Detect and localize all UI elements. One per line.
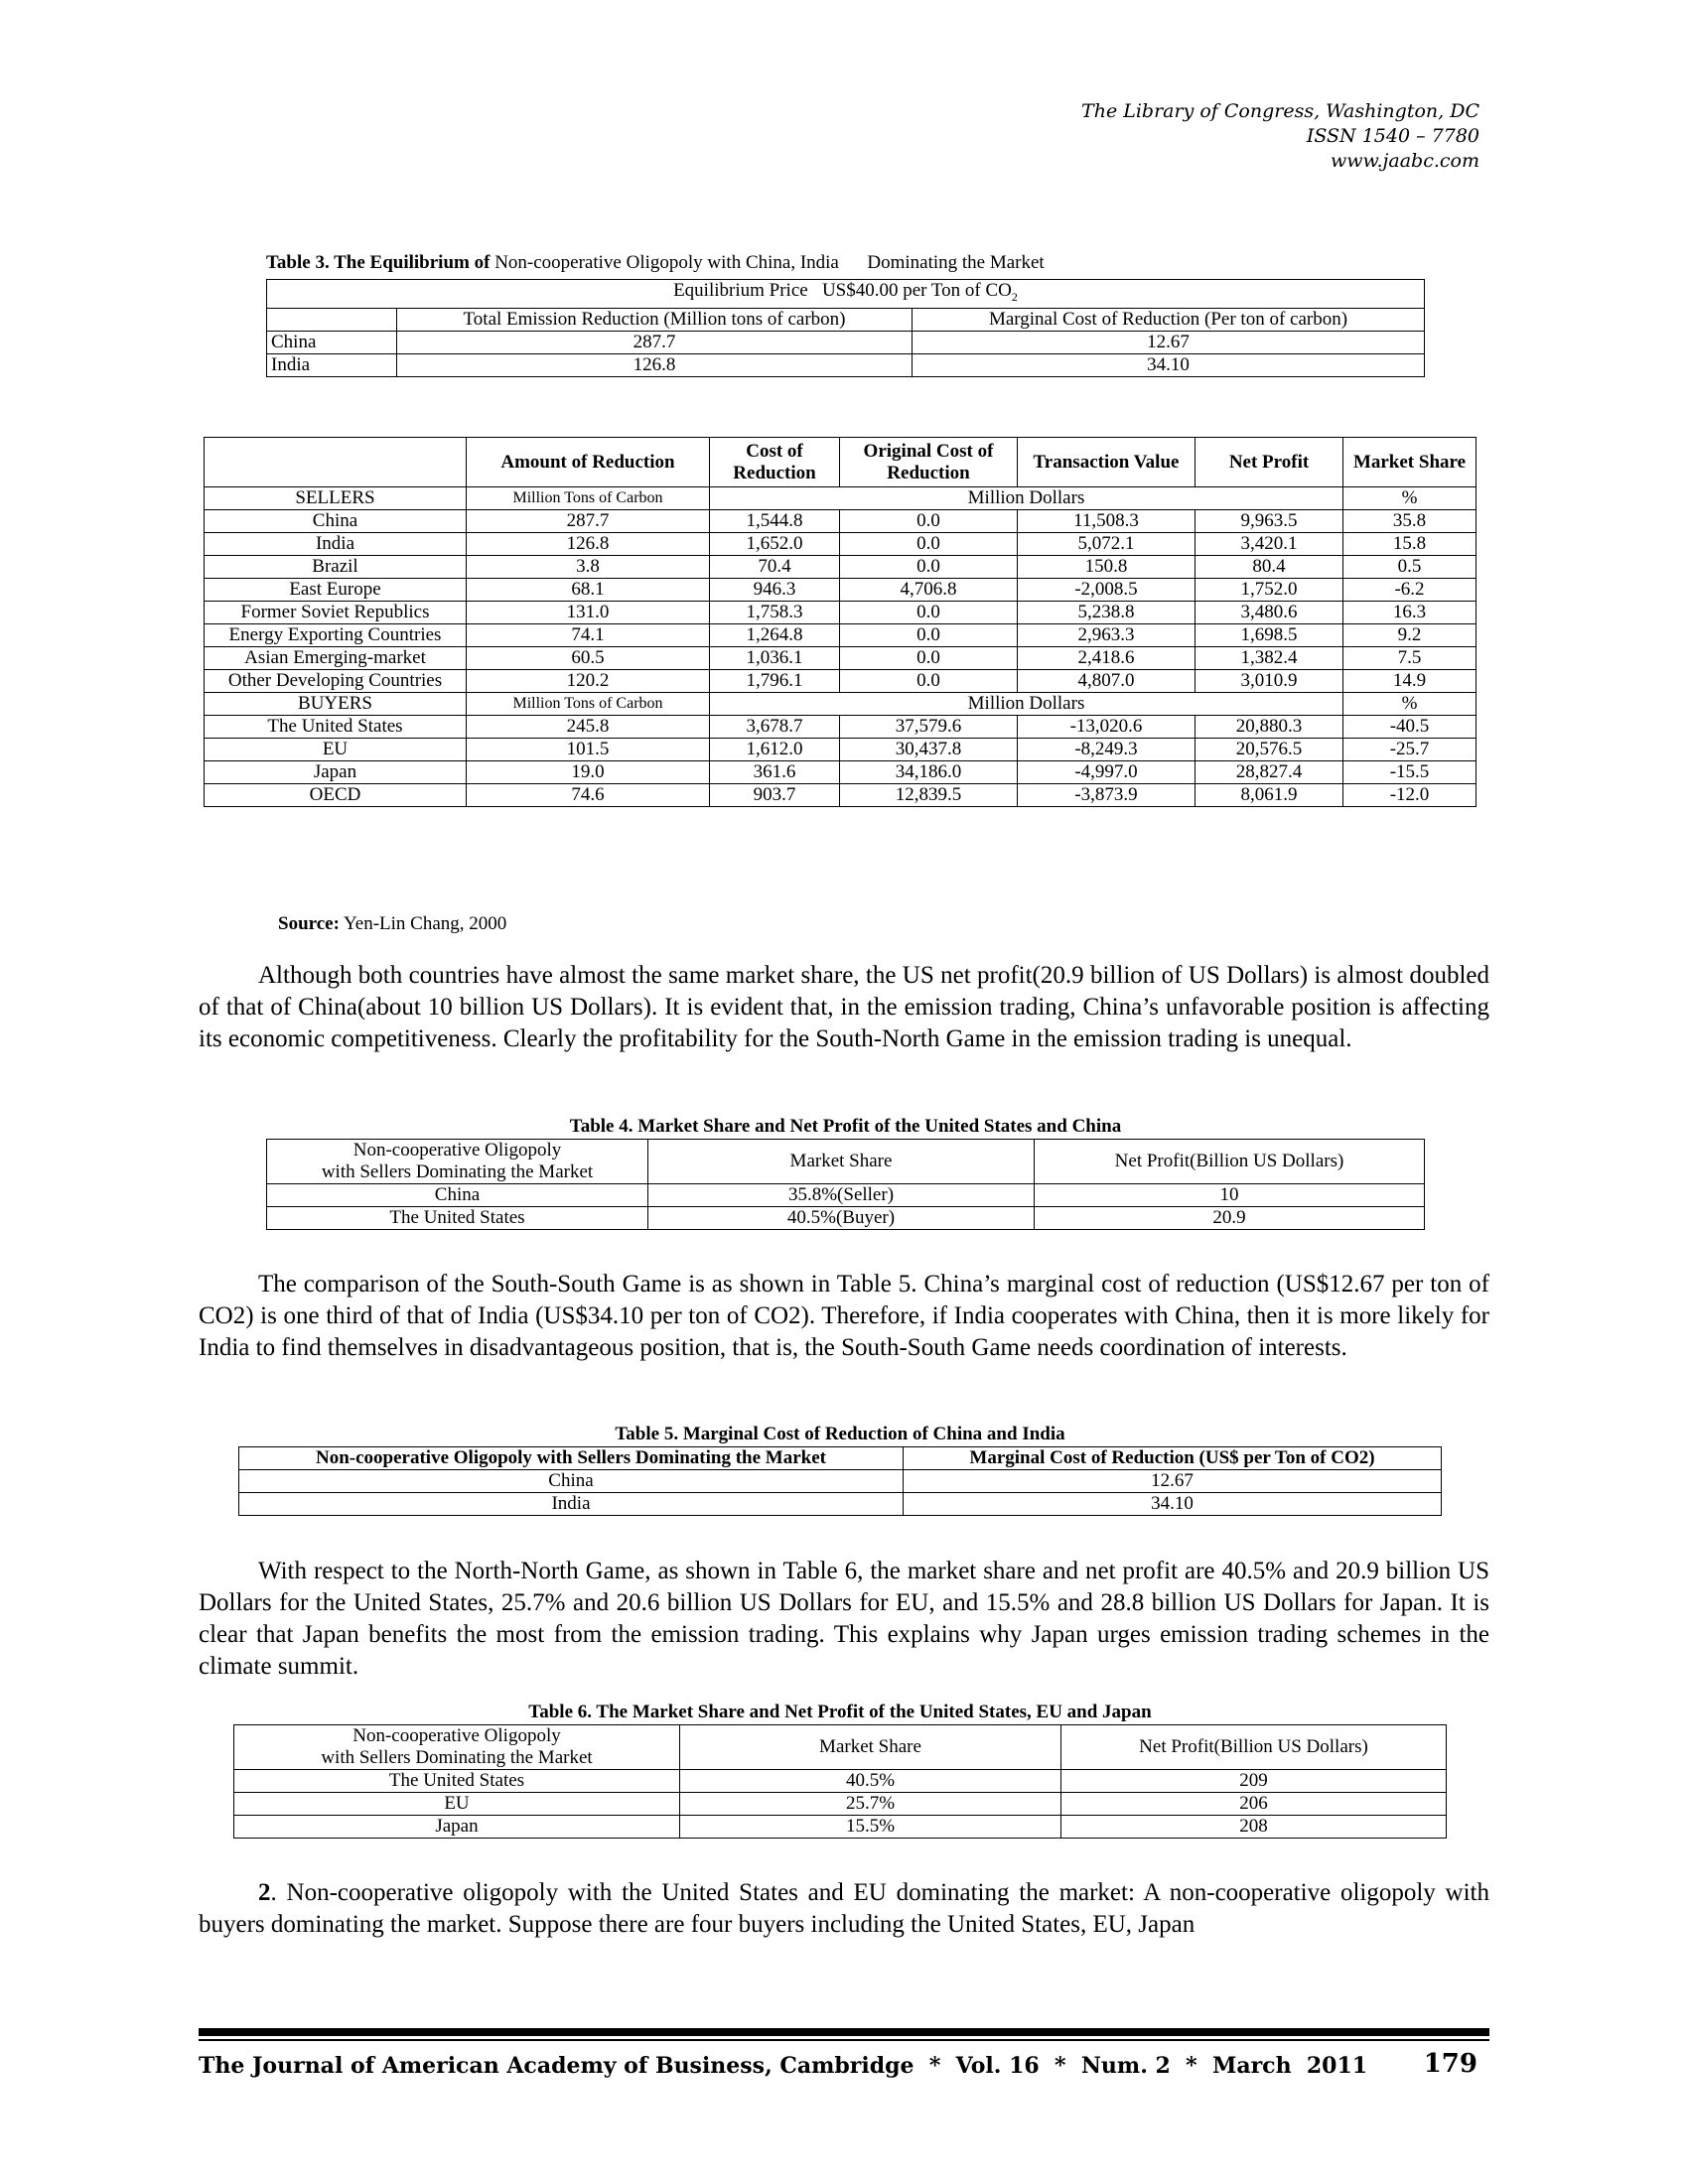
journal-header bbox=[1081, 99, 1479, 174]
table-row bbox=[234, 1770, 1447, 1793]
header-line-1: The Library of Congress, Washington, DC bbox=[1081, 100, 1479, 122]
footer-rule-thin bbox=[199, 2039, 1489, 2041]
table4-cell: China bbox=[267, 1184, 648, 1207]
table5-cell: 12.67 bbox=[904, 1470, 1442, 1493]
table-cell: 126.8 bbox=[467, 533, 710, 556]
table3-col1-header: Total Emission Reduction (Million tons of carbon) bbox=[397, 308, 913, 331]
table5 bbox=[238, 1446, 1442, 1516]
table-cell: 15.8 bbox=[1343, 533, 1477, 556]
table-cell: 0.0 bbox=[840, 533, 1018, 556]
table-cell: 19.0 bbox=[467, 761, 710, 784]
main-header-amount: Amount of Reduction bbox=[467, 438, 710, 487]
header-line-3: www.jaabc.com bbox=[1330, 150, 1479, 172]
table5-cell: 34.10 bbox=[904, 1493, 1442, 1516]
row-label: The United States bbox=[205, 716, 467, 739]
footer-rule-thick bbox=[199, 2028, 1489, 2036]
table-cell: -8,249.3 bbox=[1018, 739, 1196, 761]
table-cell: 120.2 bbox=[467, 670, 710, 693]
table-cell: 74.6 bbox=[467, 784, 710, 807]
table-row bbox=[239, 1493, 1442, 1516]
table-row bbox=[205, 784, 1477, 807]
source-label: Source: bbox=[278, 913, 340, 934]
table-cell: 9.2 bbox=[1343, 624, 1477, 647]
table-cell: -2,008.5 bbox=[1018, 579, 1196, 602]
table-cell: 0.0 bbox=[840, 556, 1018, 579]
table-row bbox=[267, 1184, 1425, 1207]
table-cell: 287.7 bbox=[467, 510, 710, 533]
table-cell: 1,612.0 bbox=[710, 739, 840, 761]
main-header-market-share: Market Share bbox=[1343, 438, 1477, 487]
main-header-transaction: Transaction Value bbox=[1018, 438, 1196, 487]
table5-cell: China bbox=[239, 1470, 904, 1493]
table6-h2: Market Share bbox=[680, 1725, 1061, 1770]
table4 bbox=[266, 1139, 1425, 1230]
table-cell: 80.4 bbox=[1196, 556, 1343, 579]
table4-cell: 20.9 bbox=[1035, 1207, 1425, 1230]
table4-h3: Net Profit(Billion US Dollars) bbox=[1035, 1140, 1425, 1184]
source-text: Yen-Lin Chang, 2000 bbox=[339, 913, 507, 934]
table6-cell: EU bbox=[234, 1793, 680, 1816]
table3-row-label: China bbox=[267, 331, 397, 353]
row-label: EU bbox=[205, 739, 467, 761]
table-cell: 2,418.6 bbox=[1018, 647, 1196, 670]
table6-cell: 40.5% bbox=[680, 1770, 1061, 1793]
paragraph-4 bbox=[199, 1877, 1489, 1941]
table-cell: 1,652.0 bbox=[710, 533, 840, 556]
main-table-corner bbox=[205, 438, 467, 487]
table-cell: 946.3 bbox=[710, 579, 840, 602]
table-cell: 3,420.1 bbox=[1196, 533, 1343, 556]
table6-cell: 206 bbox=[1061, 1793, 1447, 1816]
buyers-unit-dollars: Million Dollars bbox=[710, 693, 1343, 716]
table-cell: -15.5 bbox=[1343, 761, 1477, 784]
table5-h2: Marginal Cost of Reduction (US$ per Ton of CO2) bbox=[904, 1447, 1442, 1470]
table-cell: 1,264.8 bbox=[710, 624, 840, 647]
row-label: East Europe bbox=[205, 579, 467, 602]
table-cell: 14.9 bbox=[1343, 670, 1477, 693]
table-row bbox=[205, 624, 1477, 647]
table-cell: 34,186.0 bbox=[840, 761, 1018, 784]
row-label: Japan bbox=[205, 761, 467, 784]
table3-price-row bbox=[267, 280, 1425, 309]
row-label: Brazil bbox=[205, 556, 467, 579]
sellers-unit-tons: Million Tons of Carbon bbox=[467, 487, 710, 510]
table-cell: -4,997.0 bbox=[1018, 761, 1196, 784]
table-cell: -40.5 bbox=[1343, 716, 1477, 739]
paragraph-4-number: 2 bbox=[258, 1879, 271, 1906]
table-cell: 8,061.9 bbox=[1196, 784, 1343, 807]
table-cell: 37,579.6 bbox=[840, 716, 1018, 739]
row-label: Energy Exporting Countries bbox=[205, 624, 467, 647]
header-line-2: ISSN 1540 – 7780 bbox=[1306, 125, 1479, 147]
table-row bbox=[205, 579, 1477, 602]
table-cell: 9,963.5 bbox=[1196, 510, 1343, 533]
table3-price-text: Equilibrium Price US$40.00 per Ton of CO bbox=[673, 280, 1012, 301]
table-row bbox=[205, 739, 1477, 761]
table-row bbox=[239, 1470, 1442, 1493]
table-row bbox=[205, 716, 1477, 739]
table-cell: 361.6 bbox=[710, 761, 840, 784]
table-cell: -6.2 bbox=[1343, 579, 1477, 602]
paragraph-3 bbox=[199, 1556, 1489, 1683]
main-header-original-cost: Original Cost of Reduction bbox=[840, 438, 1018, 487]
table-cell: 0.0 bbox=[840, 602, 1018, 624]
row-label: China bbox=[205, 510, 467, 533]
page-number: 179 bbox=[1423, 2049, 1477, 2079]
table-row bbox=[205, 510, 1477, 533]
table3-caption bbox=[266, 252, 1259, 274]
buyers-unit-tons: Million Tons of Carbon bbox=[467, 693, 710, 716]
paragraph-1 bbox=[199, 960, 1489, 1055]
table6-cell: 15.5% bbox=[680, 1816, 1061, 1839]
table-row bbox=[234, 1816, 1447, 1839]
table5-caption: Table 5. Marginal Cost of Reduction of China and India bbox=[615, 1424, 1065, 1444]
table-cell: 5,072.1 bbox=[1018, 533, 1196, 556]
table-cell: 60.5 bbox=[467, 647, 710, 670]
table4-h1-line2: with Sellers Dominating the Market bbox=[321, 1161, 594, 1182]
table-cell: 3,678.7 bbox=[710, 716, 840, 739]
table-cell: 1,036.1 bbox=[710, 647, 840, 670]
table6-cell: 25.7% bbox=[680, 1793, 1061, 1816]
table-cell: 1,698.5 bbox=[1196, 624, 1343, 647]
table4-caption: Table 4. Market Share and Net Profit of the United States and China bbox=[569, 1116, 1122, 1137]
table-cell: 20,576.5 bbox=[1196, 739, 1343, 761]
paragraph-4-body: . Non-cooperative oligopoly with the United States and EU dominating the market: A non-cooperative oligopoly with buyers dominating the market. Suppose there are four buyers including the United States, EU, Japan bbox=[199, 1879, 1489, 1938]
paragraph-4-text bbox=[199, 1877, 1489, 1941]
table-cell: 35.8 bbox=[1343, 510, 1477, 533]
table-cell: 3,480.6 bbox=[1196, 602, 1343, 624]
table5-h1: Non-cooperative Oligopoly with Sellers Dominating the Market bbox=[239, 1447, 904, 1470]
paragraph-2-text: The comparison of the South-South Game is as shown in Table 5. China’s marginal cost of reduction (US$12.67 per ton of CO2) is one third of that of India (US$34.10 per ton of CO2). Therefore, if India cooperates with China, then it is more likely for India to find themselves in disadvantageous position, that is, the South-South Game needs coordination of interests. bbox=[199, 1271, 1489, 1361]
table6 bbox=[233, 1724, 1447, 1839]
table-cell: 150.8 bbox=[1018, 556, 1196, 579]
table-cell: 2,963.3 bbox=[1018, 624, 1196, 647]
table-cell: 4,807.0 bbox=[1018, 670, 1196, 693]
sellers-label: SELLERS bbox=[205, 487, 467, 510]
table6-cell: 209 bbox=[1061, 1770, 1447, 1793]
paragraph-2 bbox=[199, 1269, 1489, 1364]
table-cell: -13,020.6 bbox=[1018, 716, 1196, 739]
table4-cell: 10 bbox=[1035, 1184, 1425, 1207]
table-cell: 11,508.3 bbox=[1018, 510, 1196, 533]
journal-footer: The Journal of American Academy of Business, Cambridge * Vol. 16 * Num. 2 * March 2011 bbox=[199, 2053, 1368, 2079]
row-label: Asian Emerging-market bbox=[205, 647, 467, 670]
table-cell: -3,873.9 bbox=[1018, 784, 1196, 807]
table-row bbox=[267, 331, 1425, 353]
table4-cell: 35.8%(Seller) bbox=[648, 1184, 1035, 1207]
table6-caption: Table 6. The Market Share and Net Profit of the United States, EU and Japan bbox=[528, 1702, 1152, 1722]
table-cell: 3.8 bbox=[467, 556, 710, 579]
table-cell: 28,827.4 bbox=[1196, 761, 1343, 784]
table-cell: 12,839.5 bbox=[840, 784, 1018, 807]
table5-cell: India bbox=[239, 1493, 904, 1516]
table3-col2-header: Marginal Cost of Reduction (Per ton of carbon) bbox=[913, 308, 1425, 331]
row-label: Former Soviet Republics bbox=[205, 602, 467, 624]
table6-cell: The United States bbox=[234, 1770, 680, 1793]
paragraph-3-text: With respect to the North-North Game, as shown in Table 6, the market share and net profit are 40.5% and 20.9 billion US Dollars for the United States, 25.7% and 20.6 billion US Dollars for EU, and 15.5% and 28.8 billion US Dollars for Japan. It is clear that Japan benefits the most from the emission trading. This explains why Japan urges emission trading schemes in the climate summit. bbox=[199, 1558, 1489, 1680]
main-header-cost: Cost of Reduction bbox=[710, 438, 840, 487]
row-label: Other Developing Countries bbox=[205, 670, 467, 693]
table3-caption-bold: Table 3. The Equilibrium of bbox=[266, 252, 491, 273]
table-row bbox=[205, 533, 1477, 556]
buyers-label: BUYERS bbox=[205, 693, 467, 716]
table-cell: 70.4 bbox=[710, 556, 840, 579]
table6-cell: Japan bbox=[234, 1816, 680, 1839]
table-cell: 16.3 bbox=[1343, 602, 1477, 624]
buyers-rows bbox=[205, 716, 1477, 807]
table-cell: -12.0 bbox=[1343, 784, 1477, 807]
table6-h1-line2: with Sellers Dominating the Market bbox=[321, 1747, 593, 1768]
table-row bbox=[205, 647, 1477, 670]
table-row bbox=[205, 556, 1477, 579]
table3-cell: 12.67 bbox=[913, 331, 1425, 353]
table-cell: 3,010.9 bbox=[1196, 670, 1343, 693]
source-note bbox=[278, 913, 506, 935]
table4-cell: 40.5%(Buyer) bbox=[648, 1207, 1035, 1230]
table-row bbox=[205, 761, 1477, 784]
sellers-unit-pct: % bbox=[1343, 487, 1477, 510]
table6-h1 bbox=[234, 1725, 680, 1770]
table-cell: 131.0 bbox=[467, 602, 710, 624]
table-cell: 101.5 bbox=[467, 739, 710, 761]
table-cell: 0.5 bbox=[1343, 556, 1477, 579]
table-row bbox=[267, 353, 1425, 376]
table-row bbox=[234, 1793, 1447, 1816]
table-cell: 74.1 bbox=[467, 624, 710, 647]
table-cell: 7.5 bbox=[1343, 647, 1477, 670]
table-cell: 1,382.4 bbox=[1196, 647, 1343, 670]
table-cell: 0.0 bbox=[840, 647, 1018, 670]
table-cell: -25.7 bbox=[1343, 739, 1477, 761]
table3-cell: 34.10 bbox=[913, 353, 1425, 376]
sellers-unit-dollars: Million Dollars bbox=[710, 487, 1343, 510]
table-cell: 30,437.8 bbox=[840, 739, 1018, 761]
table-cell: 1,752.0 bbox=[1196, 579, 1343, 602]
table3-price-subscript: 2 bbox=[1011, 289, 1018, 304]
main-header-net-profit: Net Profit bbox=[1196, 438, 1343, 487]
table4-cell: The United States bbox=[267, 1207, 648, 1230]
table4-h1-line1: Non-cooperative Oligopoly bbox=[352, 1140, 562, 1160]
table-cell: 4,706.8 bbox=[840, 579, 1018, 602]
table3-cell: 126.8 bbox=[397, 353, 913, 376]
table3-row-label: India bbox=[267, 353, 397, 376]
table3-cell: 287.7 bbox=[397, 331, 913, 353]
table-cell: 0.0 bbox=[840, 670, 1018, 693]
table-cell: 20,880.3 bbox=[1196, 716, 1343, 739]
table-cell: 68.1 bbox=[467, 579, 710, 602]
table-cell: 903.7 bbox=[710, 784, 840, 807]
table4-h2: Market Share bbox=[648, 1140, 1035, 1184]
table-cell: 1,758.3 bbox=[710, 602, 840, 624]
paragraph-1-text: Although both countries have almost the same market share, the US net profit(20.9 billion of US Dollars) is almost doubled of that of China(about 10 billion US Dollars). It is evident that, in the emission trading, China’s unfavorable position is affecting its economic competitiveness. Clearly the profitability for the South-North Game in the emission trading is unequal. bbox=[199, 962, 1489, 1052]
sellers-rows bbox=[205, 510, 1477, 693]
table6-h1-line1: Non-cooperative Oligopoly bbox=[352, 1725, 561, 1746]
table-cell: 245.8 bbox=[467, 716, 710, 739]
table-row bbox=[205, 602, 1477, 624]
table-cell: 0.0 bbox=[840, 624, 1018, 647]
table4-h1 bbox=[267, 1140, 648, 1184]
table-cell: 1,796.1 bbox=[710, 670, 840, 693]
buyers-unit-pct: % bbox=[1343, 693, 1477, 716]
table-cell: 5,238.8 bbox=[1018, 602, 1196, 624]
table6-h3: Net Profit(Billion US Dollars) bbox=[1061, 1725, 1447, 1770]
table-cell: 1,544.8 bbox=[710, 510, 840, 533]
main-table bbox=[204, 437, 1477, 807]
row-label: OECD bbox=[205, 784, 467, 807]
table3-empty-header bbox=[267, 308, 397, 331]
table6-cell: 208 bbox=[1061, 1816, 1447, 1839]
table3 bbox=[266, 279, 1425, 377]
table-cell: 0.0 bbox=[840, 510, 1018, 533]
table3-caption-rest: Non-cooperative Oligopoly with China, India Dominating the Market bbox=[490, 252, 1045, 273]
table-row bbox=[205, 670, 1477, 693]
table-row bbox=[267, 1207, 1425, 1230]
row-label: India bbox=[205, 533, 467, 556]
